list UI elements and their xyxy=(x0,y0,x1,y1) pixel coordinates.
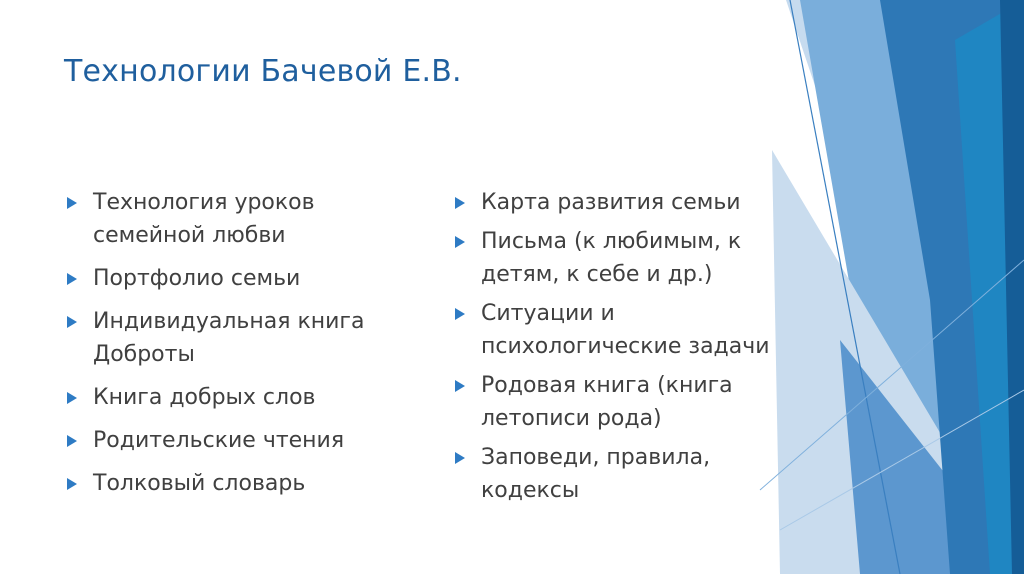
triangle-bullet-icon xyxy=(455,197,465,209)
list-item-text: Толковый словарь xyxy=(93,471,306,496)
list-item xyxy=(64,262,404,295)
list-item-text: Технология уроков семейной любви xyxy=(93,190,315,248)
list-item-text: Карта развития семьи xyxy=(481,190,741,215)
triangle-bullet-icon xyxy=(67,316,77,328)
list-item xyxy=(64,305,404,371)
right-bullet-list xyxy=(452,186,812,513)
list-item xyxy=(452,186,812,219)
list-item xyxy=(452,297,812,363)
list-item xyxy=(64,381,404,414)
triangle-bullet-icon xyxy=(67,392,77,404)
triangle-bullet-icon xyxy=(455,308,465,320)
triangle-bullet-icon xyxy=(67,197,77,209)
list-item-text: Индивидуальная книга Доброты xyxy=(93,309,365,367)
list-item-text: Заповеди, правила, кодексы xyxy=(481,445,711,503)
list-item-text: Родительские чтения xyxy=(93,428,345,453)
triangle-bullet-icon xyxy=(455,236,465,248)
list-item-text: Книга добрых слов xyxy=(93,385,316,410)
list-item xyxy=(452,369,812,435)
triangle-bullet-icon xyxy=(67,478,77,490)
triangle-bullet-icon xyxy=(67,435,77,447)
list-item xyxy=(64,467,404,500)
list-item xyxy=(64,186,404,252)
list-item xyxy=(452,225,812,291)
list-item-text: Ситуации и психологические задачи xyxy=(481,301,770,359)
list-item-text: Родовая книга (книга летописи рода) xyxy=(481,373,733,431)
triangle-bullet-icon xyxy=(67,273,77,285)
list-item-text: Портфолио семьи xyxy=(93,266,301,291)
slide-title: Технологии Бачевой Е.В. xyxy=(64,54,462,89)
list-item-text: Письма (к любимым, к детям, к себе и др.) xyxy=(481,229,742,287)
list-item xyxy=(64,424,404,457)
left-bullet-list xyxy=(64,186,404,510)
triangle-bullet-icon xyxy=(455,380,465,392)
triangle-bullet-icon xyxy=(455,452,465,464)
list-item xyxy=(452,441,812,507)
